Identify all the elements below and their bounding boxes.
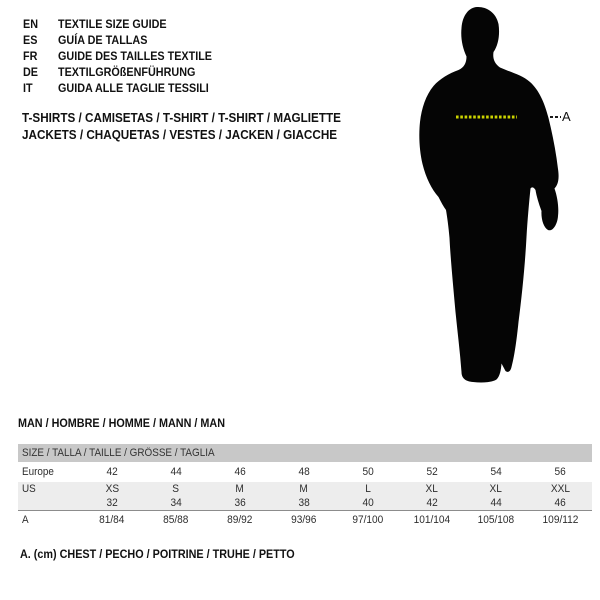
table-cell: XL <box>425 483 439 495</box>
list-item <box>23 32 229 48</box>
table-cell: 48 <box>298 466 310 478</box>
table-cell: 93/96 <box>291 513 317 526</box>
row-label: A <box>22 513 29 526</box>
list-item <box>23 64 229 80</box>
table-cell: XS <box>105 483 119 495</box>
table-cell: 34 <box>170 497 182 509</box>
table-cell: 89/92 <box>227 513 253 526</box>
language-guide-title: TEXTILE SIZE GUIDE <box>58 17 167 31</box>
table-cell: 36 <box>234 497 246 509</box>
row-label: Europe <box>22 466 54 478</box>
language-guide-title: GUIDA ALLE TAGLIE TESSILI <box>58 81 209 95</box>
table-cell: 40 <box>362 497 374 509</box>
table-cell: 52 <box>426 466 438 478</box>
table-cell: 44 <box>490 497 502 509</box>
table-cell: 101/104 <box>413 513 451 526</box>
category-line-jackets: JACKETS / CHAQUETAS / VESTES / JACKEN / GIACCHE <box>22 127 338 142</box>
table-cell: 54 <box>490 466 502 478</box>
language-guide-title: TEXTILGRÖßENFÜHRUNG <box>58 65 196 79</box>
table-cell: 46 <box>234 466 246 478</box>
row-label: US <box>22 483 36 495</box>
table-cell: M <box>235 483 245 495</box>
language-guide-list <box>23 16 229 96</box>
footnote-chest-measurement: A. (cm) CHEST / PECHO / POITRINE / TRUHE / PETTO <box>20 547 295 561</box>
section-title-man: MAN / HOMBRE / HOMME / MANN / MAN <box>18 416 225 430</box>
table-cell: 46 <box>554 497 566 509</box>
table-cell: XL <box>489 483 503 495</box>
table-cell: 109/112 <box>542 513 578 526</box>
category-line-tshirts: T-SHIRTS / CAMISETAS / T-SHIRT / T-SHIRT / MAGLIETTE <box>22 110 341 125</box>
table-cell: 32 <box>106 497 118 509</box>
table-cell: 56 <box>554 466 566 478</box>
table-row-europe <box>18 462 592 482</box>
size-table-header-label: SIZE / TALLA / TAILLE / GRÖSSE / TAGLIA <box>22 447 215 459</box>
table-cell: 85/88 <box>163 513 189 526</box>
table-cell: L <box>365 483 371 495</box>
man-silhouette <box>419 7 558 382</box>
table-cell: M <box>299 483 309 495</box>
table-cell: 50 <box>362 466 374 478</box>
table-cell: S <box>172 483 180 495</box>
table-cell: XXL <box>550 483 570 495</box>
language-code: EN <box>23 17 39 31</box>
list-item <box>23 48 229 64</box>
language-guide-title: GUIDE DES TAILLES TEXTILE <box>58 49 213 63</box>
table-cell: 97/100 <box>352 513 384 526</box>
language-code: FR <box>23 49 38 63</box>
measurement-label-a: A <box>562 109 571 124</box>
table-cell: 42 <box>106 466 118 478</box>
table-cell: 105/108 <box>477 513 515 526</box>
table-cell: 81/84 <box>99 513 125 526</box>
table-row-us <box>18 482 592 496</box>
language-code: ES <box>23 33 38 47</box>
garment-categories <box>22 109 376 143</box>
size-table <box>18 444 592 528</box>
table-row-numeric <box>18 496 592 510</box>
size-table-header <box>18 444 592 462</box>
table-row-chest-a <box>18 510 592 528</box>
table-cell: 38 <box>298 497 310 509</box>
list-item <box>23 16 229 32</box>
language-guide-title: GUÍA DE TALLAS <box>58 33 148 47</box>
list-item <box>23 80 229 96</box>
table-cell: 42 <box>426 497 438 509</box>
language-code: IT <box>23 81 33 95</box>
table-cell: 44 <box>170 466 182 478</box>
language-code: DE <box>23 65 39 79</box>
